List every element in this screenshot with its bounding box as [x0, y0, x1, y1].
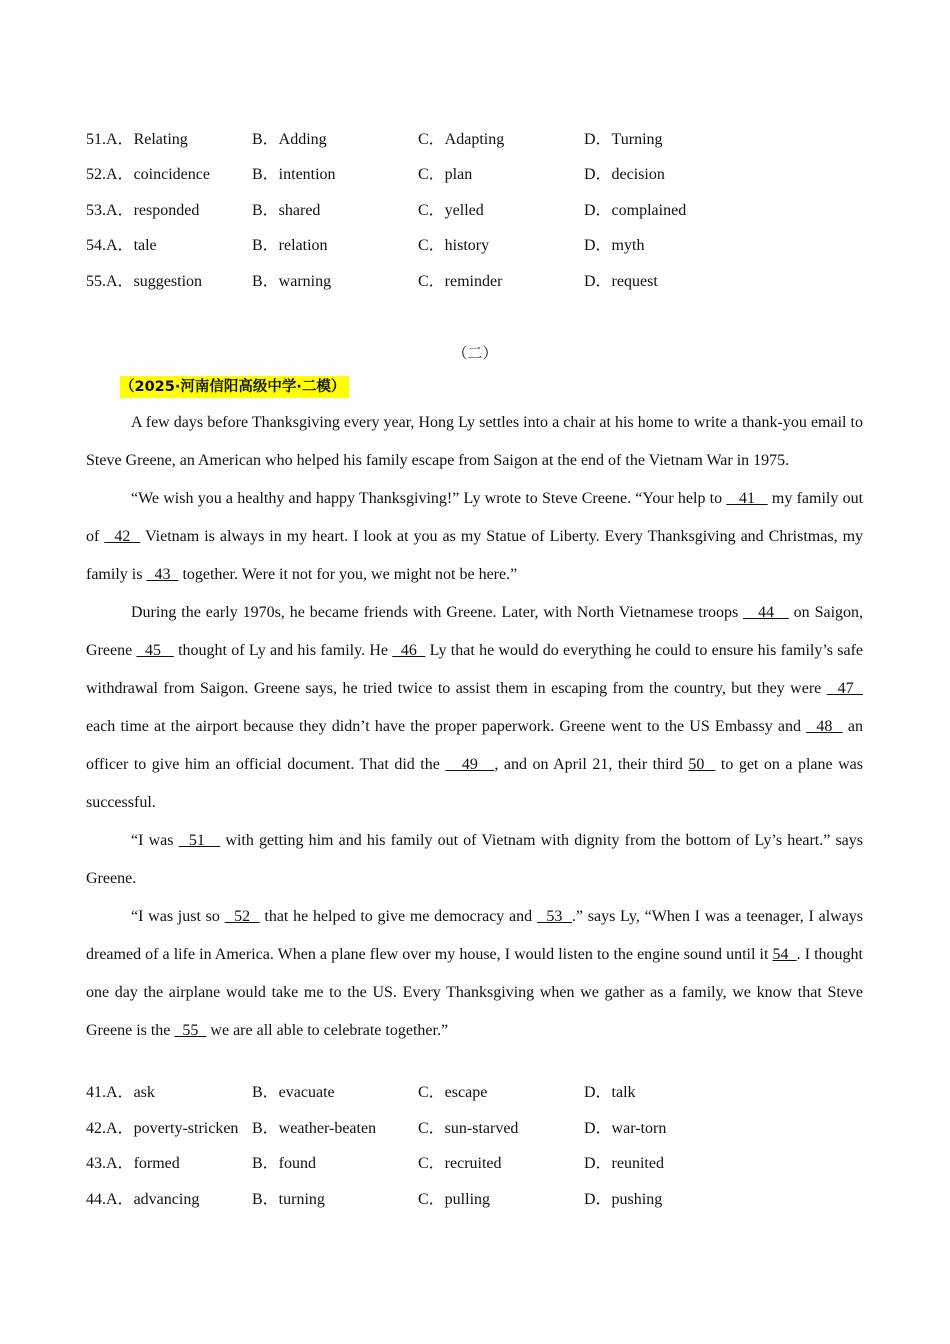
text: my family out of [86, 490, 864, 545]
blank-45: 45 [136, 642, 174, 659]
question-number: 54.A． [86, 237, 134, 254]
option-row-53 [86, 199, 886, 223]
text: Ly that he would do everything he could to ensure his family’s safe withdrawal from Saigon. Greene says, he tried twice to assist them in escaping from the country, but they were [86, 642, 864, 697]
option-a [86, 1152, 180, 1176]
option-c: C．plan [418, 166, 473, 183]
option-b: B．found [252, 1155, 317, 1172]
option-a [86, 234, 157, 258]
text: thought of Ly and his family. He [173, 642, 393, 659]
option-a-text: coincidence [133, 166, 210, 183]
blank-52: 52 [224, 908, 260, 925]
source-tag: （2025·河南信阳高级中学·二模） [120, 376, 349, 398]
option-row-51 [86, 128, 886, 152]
option-a-text: suggestion [133, 273, 203, 290]
option-a [86, 1081, 155, 1105]
text: on Saigon, Greene [86, 604, 864, 659]
option-a [86, 128, 188, 152]
option-a-text: formed [133, 1155, 180, 1172]
option-a-text: Relating [133, 131, 188, 148]
option-d: D．pushing [584, 1191, 663, 1208]
text: During the early 1970s, he became friends with Greene. Later, with North Vietnamese troops [131, 604, 744, 621]
blank-50: 50 [688, 756, 716, 773]
question-number: 51.A． [86, 131, 134, 148]
option-b: B．turning [252, 1191, 325, 1208]
text: we are all able to celebrate together.” [206, 1022, 449, 1039]
question-number: 41.A． [86, 1084, 134, 1101]
text: Vietnam is always in my heart. I look at you as my Statue of Liberty. Every Thanksgiving and Christmas, my family is [86, 528, 864, 583]
blank-44: 44 [743, 604, 789, 621]
text: with getting him and his family out of Vietnam with dignity from the bottom of Ly’s heart.” says Greene. [86, 832, 864, 887]
option-b: B．weather-beaten [252, 1120, 377, 1137]
option-c: C．reminder [418, 273, 503, 290]
blank-51: 51 [178, 832, 221, 849]
option-d: D．complained [584, 202, 687, 219]
option-row-43 [86, 1152, 886, 1176]
blank-53: 53 [536, 908, 572, 925]
option-a-text: poverty-stricken [133, 1120, 239, 1137]
paragraph-1: A few days before Thanksgiving every year, Hong Ly settles into a chair at his home to write a thank-you email to Steve Greene, an American who helped his family escape from Saigon at the end of the Vietnam War in 1975. [86, 414, 863, 469]
option-d: D．decision [584, 166, 665, 183]
text: .” says Ly, “When I was a teenager, I always dreamed of a life in America. When a plane flew over my house, I would listen to the engine sound until it [86, 908, 864, 963]
option-c: C．Adapting [418, 131, 505, 148]
question-number: 43.A． [86, 1155, 134, 1172]
blank-49: 49 [445, 756, 495, 773]
option-row-44 [86, 1188, 886, 1212]
blank-42: 42 [104, 528, 141, 545]
option-c: C．recruited [418, 1155, 502, 1172]
option-b: B．evacuate [252, 1084, 335, 1101]
text: . I thought one day the airplane would take me to the US. Every Thanksgiving when we gather as a family, we know that Steve Greene is the [86, 946, 864, 1039]
paragraph-3 [86, 594, 863, 822]
text: to get on a plane was successful. [86, 756, 864, 811]
option-a [86, 163, 210, 187]
option-a [86, 199, 199, 223]
option-d: D．war-torn [584, 1120, 667, 1137]
paragraph-2 [86, 480, 863, 594]
option-d: D．Turning [584, 131, 663, 148]
text: each time at the airport because they didn’t have the proper paperwork. Greene went to the US Embassy and [86, 718, 807, 735]
option-d: D．request [584, 273, 658, 290]
blank-43: 43 [146, 566, 179, 583]
option-row-52 [86, 163, 886, 187]
section-title: （二） [452, 344, 498, 362]
option-d: D．myth [584, 237, 645, 254]
option-row-41 [86, 1081, 886, 1105]
blank-47: 47 [826, 680, 864, 697]
option-row-42 [86, 1117, 886, 1141]
question-number: 42.A． [86, 1120, 134, 1137]
option-a-text: responded [133, 202, 200, 219]
option-c: C．sun-starved [418, 1120, 519, 1137]
option-a [86, 1188, 199, 1212]
question-number: 55.A． [86, 273, 134, 290]
option-b: B．shared [252, 202, 321, 219]
option-a-text: ask [133, 1084, 155, 1101]
text: that he helped to give me democracy and [259, 908, 537, 925]
option-d: D．talk [584, 1084, 636, 1101]
option-c: C．history [418, 237, 490, 254]
text: “I was just so [131, 908, 225, 925]
blank-55: 55 [174, 1022, 207, 1039]
text: , and on April 21, their third [494, 756, 689, 773]
question-number: 52.A． [86, 166, 134, 183]
blank-41: 41 [726, 490, 768, 507]
option-d: D．reunited [584, 1155, 664, 1172]
question-number: 44.A． [86, 1191, 134, 1208]
paragraph-4 [86, 822, 863, 898]
option-b: B．Adding [252, 131, 327, 148]
text: together. Were it not for you, we might not be here.” [178, 566, 518, 583]
option-row-55 [86, 270, 886, 294]
option-a [86, 270, 202, 294]
text: an officer to give him an official document. That did the [86, 718, 864, 773]
text: “We wish you a healthy and happy Thanksgiving!” Ly wrote to Steve Creene. “Your help to [131, 490, 727, 507]
paragraph-5 [86, 898, 863, 1050]
blank-48: 48 [806, 718, 843, 735]
blank-46: 46 [392, 642, 426, 659]
passage [86, 404, 863, 1050]
question-number: 53.A． [86, 202, 134, 219]
option-c: C．yelled [418, 202, 484, 219]
option-c: C．escape [418, 1084, 488, 1101]
option-a-text: advancing [133, 1191, 200, 1208]
option-row-54 [86, 234, 886, 258]
option-b: B．intention [252, 166, 336, 183]
blank-54: 54 [772, 946, 797, 963]
text: “I was [131, 832, 179, 849]
option-a [86, 1117, 238, 1141]
option-c: C．pulling [418, 1191, 491, 1208]
option-b: B．warning [252, 273, 332, 290]
option-a-text: tale [133, 237, 157, 254]
option-b: B．relation [252, 237, 328, 254]
